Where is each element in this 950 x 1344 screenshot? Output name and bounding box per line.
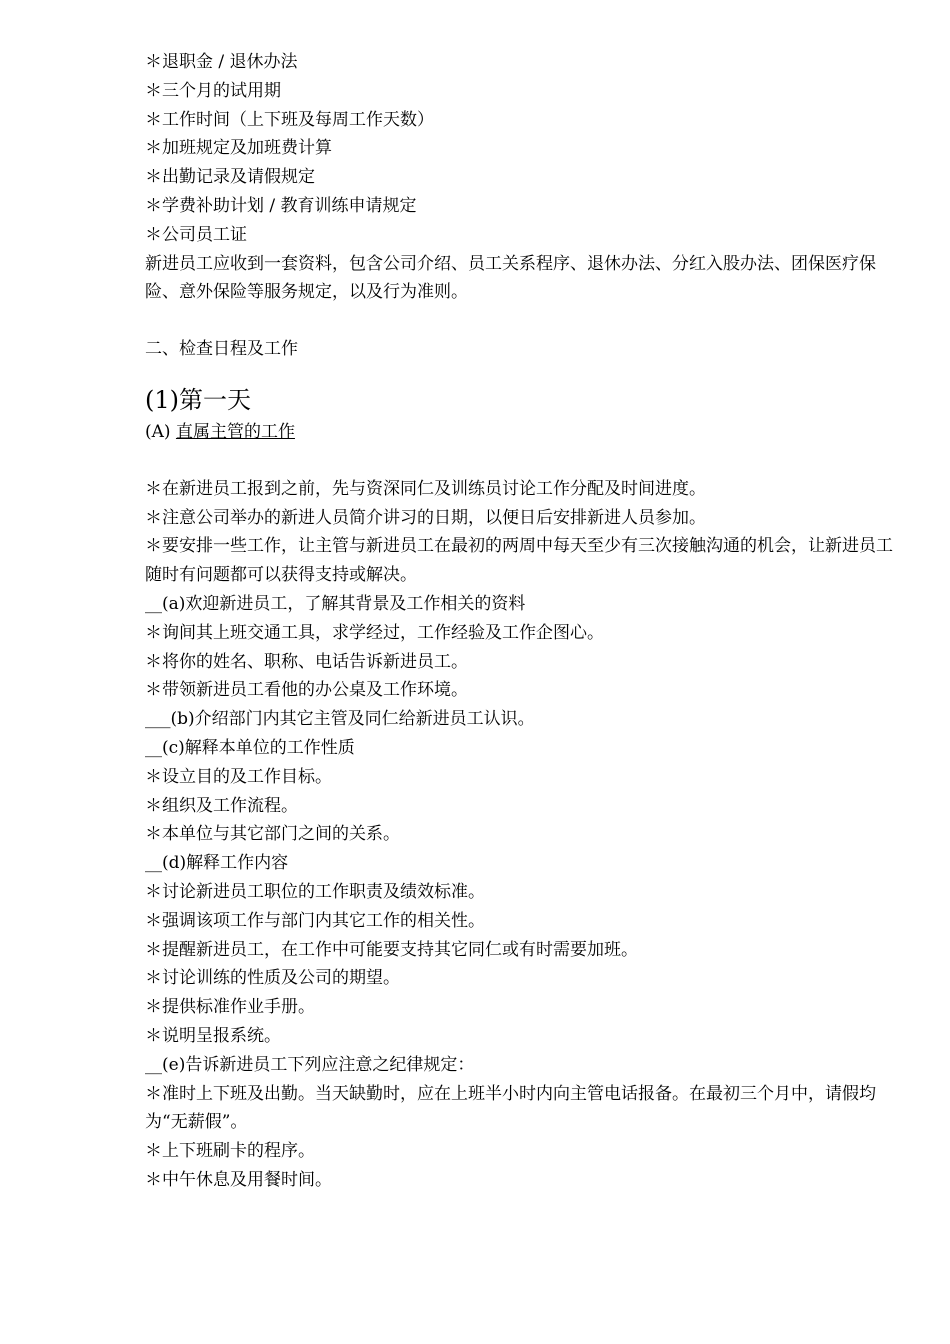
spacer bbox=[145, 307, 905, 335]
bullet-item: ＊加班规定及加班费计算 bbox=[145, 138, 332, 159]
list-item: ＊组织及工作流程。 bbox=[145, 795, 298, 816]
list-item: __(a)欢迎新进员工，了解其背景及工作相关的资料 bbox=[145, 593, 526, 614]
list-item: ＊带领新进员工看他的办公桌及工作环境。 bbox=[145, 680, 468, 701]
list-item: ＊询间其上班交通工具，求学经过，工作经验及工作企图心。 bbox=[145, 622, 604, 643]
bullet-item: ＊工作时间（上下班及每周工作天数） bbox=[145, 109, 434, 130]
sub-heading-prefix: (A) bbox=[145, 421, 176, 442]
list-item: ＊要安排一些工作，让主管与新进员工在最初的两周中每天至少有三次接触沟通的机会，让新进员工随时有问题都可以获得支持或解决。 bbox=[145, 536, 893, 586]
list-item: ＊提醒新进员工，在工作中可能要支持其它同仁或有时需要加班。 bbox=[145, 939, 638, 960]
sub-heading bbox=[145, 418, 905, 447]
list-item: ＊说明呈报系统。 bbox=[145, 1025, 281, 1046]
intro-bullet-list bbox=[145, 48, 905, 250]
list-item: ＊注意公司举办的新进人员简介讲习的日期，以便日后安排新进人员参加。 bbox=[145, 507, 706, 528]
list-item: ＊讨论训练的性质及公司的期望。 bbox=[145, 968, 400, 989]
list-item: ___(b)介绍部门内其它主管及同仁给新进员工认识。 bbox=[145, 709, 535, 730]
sub-heading-text: 直属主管的工作 bbox=[175, 421, 295, 442]
section-title: 二、检查日程及工作 bbox=[145, 339, 298, 360]
list-item: ＊将你的姓名、职称、电话告诉新进员工。 bbox=[145, 651, 468, 672]
bullet-item: ＊公司员工证 bbox=[145, 224, 247, 245]
spacer bbox=[145, 364, 905, 382]
list-item: ＊讨论新进员工职位的工作职责及绩效标准。 bbox=[145, 881, 485, 902]
bullet-item: ＊出勤记录及请假规定 bbox=[145, 167, 315, 188]
list-item: ＊本单位与其它部门之间的关系。 bbox=[145, 824, 400, 845]
list-item: ＊上下班刷卡的程序。 bbox=[145, 1141, 315, 1162]
list-item: ＊强调该项工作与部门内其它工作的相关性。 bbox=[145, 910, 485, 931]
list-item: ＊在新进员工报到之前，先与资深同仁及训练员讨论工作分配及时间进度。 bbox=[145, 478, 706, 499]
list-item: __(e)告诉新进员工下列应注意之纪律规定： bbox=[145, 1054, 475, 1075]
list-item: ＊提供标准作业手册。 bbox=[145, 997, 315, 1018]
bullet-item: ＊三个月的试用期 bbox=[145, 80, 281, 101]
list-item: ＊准时上下班及出勤。当天缺勤时，应在上班半小时内向主管电话报备。在最初三个月中，请假均为“无薪假”。 bbox=[145, 1083, 876, 1133]
bullet-item: ＊学费补助计划 / 教育训练申请规定 bbox=[145, 195, 417, 216]
intro-paragraph: 新进员工应收到一套资料，包含公司介绍、员工关系程序、退休办法、分红入股办法、团保医疗保险、意外保险等服务规定，以及行为准则。 bbox=[145, 253, 876, 303]
document-page bbox=[145, 48, 905, 1195]
list-item: ＊中午休息及用餐时间。 bbox=[145, 1169, 332, 1190]
spacer bbox=[145, 447, 905, 475]
bullet-item: ＊退职金 / 退休办法 bbox=[145, 52, 298, 72]
day-heading: (1)第一天 bbox=[145, 385, 251, 414]
list-item: ＊设立目的及工作目标。 bbox=[145, 766, 332, 787]
body-list bbox=[145, 475, 905, 1195]
list-item: __(d)解释工作内容 bbox=[145, 853, 289, 874]
list-item: __(c)解释本单位的工作性质 bbox=[145, 737, 355, 758]
